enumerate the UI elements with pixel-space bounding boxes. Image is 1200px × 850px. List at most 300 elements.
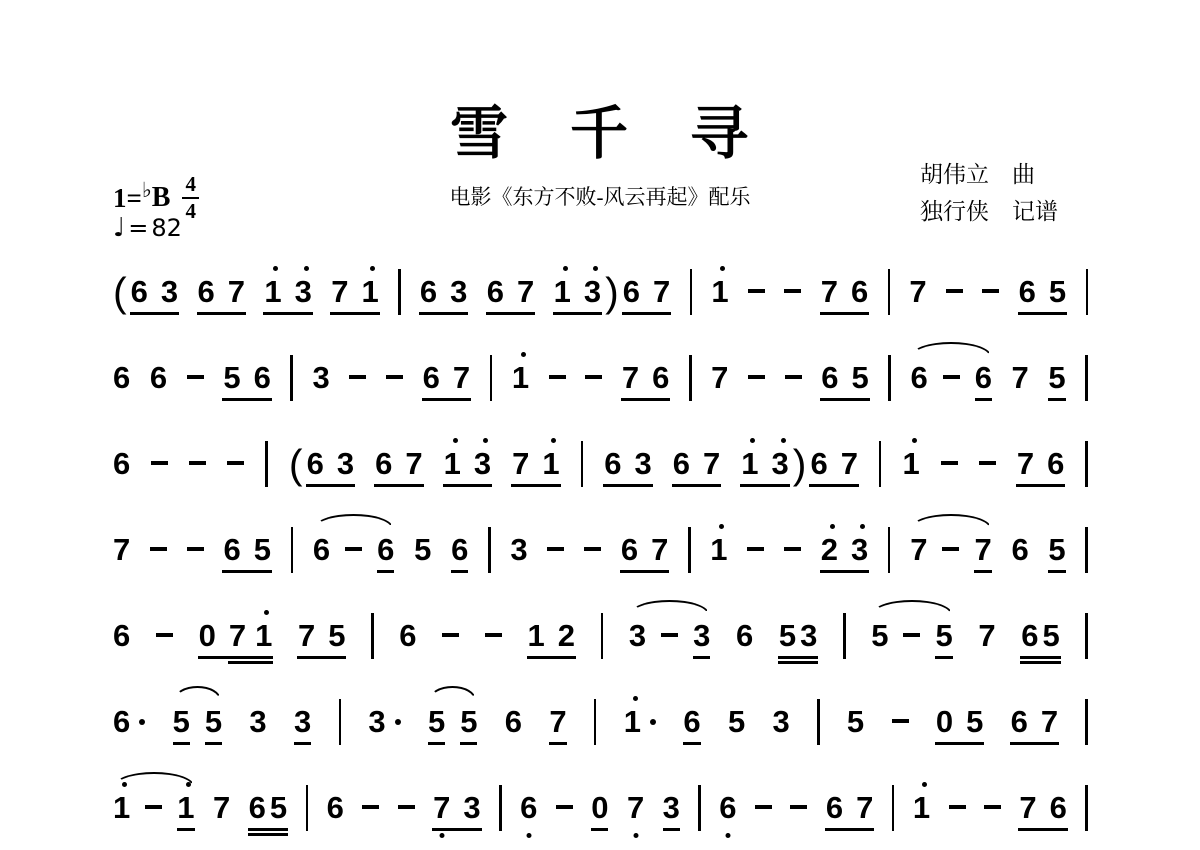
- note: [1011, 705, 1028, 739]
- duration-dash: [156, 633, 173, 637]
- beam-line: [451, 570, 468, 573]
- duration-dash: [903, 633, 920, 637]
- duration-dash: [790, 805, 807, 809]
- duration-dash: [227, 461, 244, 465]
- note: [294, 705, 311, 739]
- note-digit: 6: [113, 703, 131, 739]
- octave-dot-below: [526, 833, 531, 838]
- note-digit: 5: [846, 703, 865, 739]
- beam-line: [330, 312, 380, 315]
- augmentation-dot: [395, 719, 401, 725]
- note: [1019, 791, 1036, 825]
- beam-group: [420, 275, 468, 309]
- note: [542, 447, 559, 481]
- note-digit: 6: [486, 273, 504, 309]
- score-line: [113, 435, 1088, 492]
- note-digit: 5: [1048, 273, 1067, 309]
- note: [800, 619, 817, 653]
- note-digit: 6: [810, 445, 828, 481]
- beam-line: [622, 312, 672, 315]
- note: [450, 275, 467, 309]
- beam-group: [487, 275, 535, 309]
- beam-line: [975, 398, 992, 401]
- token-cluster: [741, 440, 858, 487]
- note-digit: 0: [198, 617, 216, 653]
- note-digit: 5: [223, 359, 241, 395]
- note-digit: 3: [312, 359, 330, 395]
- note-digit: 6: [620, 531, 639, 567]
- note-digit: 3: [473, 445, 492, 481]
- beam-group: [810, 447, 858, 481]
- note: [629, 619, 646, 653]
- note: [423, 361, 440, 395]
- note-digit: 5: [427, 703, 446, 739]
- note-digit: 6: [652, 359, 670, 395]
- note-digit: 3: [450, 273, 468, 309]
- duration-dash: [748, 289, 765, 293]
- barline: [689, 355, 692, 401]
- beam-line: [935, 656, 952, 659]
- barline: [888, 355, 891, 401]
- barline: [817, 699, 820, 745]
- note-digit: 3: [294, 273, 312, 309]
- duration-dash: [979, 461, 996, 465]
- tie-group: [313, 533, 395, 567]
- barline: [265, 441, 268, 487]
- octave-dot-above: [750, 438, 755, 443]
- song-title: 雪 千 寻: [449, 101, 750, 166]
- barline: [1085, 527, 1088, 573]
- note: [113, 361, 130, 395]
- beam-line: [549, 742, 566, 745]
- barline: [688, 527, 691, 573]
- note-digit: 3: [634, 445, 652, 481]
- tempo-marking: [113, 213, 182, 243]
- beam-group: [779, 619, 818, 653]
- duration-dash: [748, 375, 765, 379]
- note-digit: 1: [912, 789, 931, 825]
- note: [851, 275, 868, 309]
- composer-credit: 胡伟立 曲: [920, 162, 1035, 187]
- note: [1048, 533, 1065, 567]
- note-digit: 7: [856, 789, 874, 825]
- note: [913, 791, 930, 825]
- beam-line: [177, 828, 194, 831]
- note: [711, 361, 728, 395]
- duration-dash: [941, 461, 958, 465]
- note: [375, 447, 392, 481]
- beam-line: [222, 398, 272, 401]
- beam-line: [820, 398, 870, 401]
- beam-line: [306, 484, 356, 487]
- duration-dash: [785, 375, 802, 379]
- note-digit: 7: [1040, 703, 1059, 739]
- note-digit: 7: [978, 617, 996, 653]
- note: [453, 361, 470, 395]
- beam-group: [198, 275, 246, 309]
- beam-group: [131, 275, 179, 309]
- beam-line: [377, 570, 394, 573]
- note-digit: 1: [443, 445, 461, 481]
- note-digit: 7: [228, 617, 247, 653]
- note: [254, 361, 271, 395]
- note: [604, 447, 621, 481]
- note: [517, 275, 534, 309]
- duration-dash: [949, 805, 966, 809]
- beam-group: [423, 361, 471, 395]
- note-digit: 5: [460, 703, 478, 739]
- duration-dash: [942, 547, 959, 551]
- duration-dash: [345, 547, 362, 551]
- beam-line: [460, 742, 477, 745]
- note: [254, 533, 271, 567]
- tie-group: [428, 705, 478, 739]
- note: [463, 791, 480, 825]
- note-digit: 1: [264, 273, 282, 309]
- note-digit: 3: [628, 617, 647, 653]
- tie-group: [629, 619, 711, 653]
- beam-line: [263, 312, 313, 315]
- meter-numerator: 4: [182, 173, 199, 199]
- note-digit: 3: [368, 703, 386, 739]
- beam-line: [820, 570, 870, 573]
- octave-dot-below: [439, 833, 444, 838]
- note: [851, 533, 868, 567]
- note: [451, 533, 468, 567]
- octave-dot-above: [912, 438, 917, 443]
- barline: [1086, 269, 1089, 315]
- octave-dot-above: [551, 438, 556, 443]
- note-digit: 6: [520, 789, 538, 825]
- note-digit: 6: [1010, 703, 1028, 739]
- note: [487, 275, 504, 309]
- note: [549, 705, 566, 739]
- note: [113, 619, 130, 653]
- note-digit: 5: [966, 703, 984, 739]
- note: [510, 533, 527, 567]
- note: [228, 275, 245, 309]
- barline: [892, 785, 895, 831]
- note: [621, 533, 638, 567]
- note: [295, 275, 312, 309]
- barline: [888, 527, 891, 573]
- note-digit: 1: [711, 273, 729, 309]
- beam-group: [821, 533, 869, 567]
- note-digit: 2: [557, 617, 575, 653]
- score-line: [113, 263, 1088, 320]
- beam-line: [432, 828, 482, 831]
- note: [710, 533, 727, 567]
- note: [405, 447, 422, 481]
- note-digit: 6: [451, 531, 469, 567]
- note-digit: 7: [711, 359, 729, 395]
- note-digit: 6: [422, 359, 440, 395]
- note: [205, 705, 222, 739]
- note-digit: 6: [910, 359, 928, 395]
- beam-line: [663, 828, 680, 831]
- score-line: [113, 779, 1088, 836]
- note-digit: 6: [399, 617, 417, 653]
- beam-line: [809, 484, 859, 487]
- note: [173, 705, 190, 739]
- barline: [601, 613, 604, 659]
- note-digit: 6: [1011, 531, 1029, 567]
- octave-dot-above: [781, 438, 786, 443]
- note-digit: 7: [820, 273, 838, 309]
- note-digit: 6: [130, 273, 148, 309]
- beam-group: [229, 619, 273, 653]
- note: [113, 791, 130, 825]
- beam-line: [419, 312, 469, 315]
- duration-dash: [187, 547, 204, 551]
- note-digit: 6: [622, 273, 640, 309]
- duration-dash: [362, 805, 379, 809]
- barline: [1085, 441, 1088, 487]
- duration-dash: [784, 547, 801, 551]
- barline: [879, 441, 882, 487]
- beam-group: [199, 619, 273, 653]
- beam-line: [197, 312, 247, 315]
- note-digit: 6: [306, 445, 324, 481]
- barline: [291, 527, 294, 573]
- beam-group: [298, 619, 346, 653]
- key-letter: B: [151, 182, 171, 214]
- beam-group: [1021, 619, 1060, 653]
- beam-line: [1048, 398, 1065, 401]
- note: [264, 275, 281, 309]
- duration-dash: [755, 805, 772, 809]
- token-cluster: [113, 268, 179, 315]
- duration-dash: [442, 633, 459, 637]
- duration-dash: [946, 289, 963, 293]
- barline: [581, 441, 584, 487]
- note-digit: 7: [626, 789, 645, 825]
- key-prefix: 1=: [113, 182, 142, 213]
- octave-dot-above: [453, 438, 458, 443]
- note: [703, 447, 720, 481]
- credits-block: [920, 156, 1058, 230]
- note-digit: 5: [935, 617, 953, 653]
- beam-group: [1019, 791, 1067, 825]
- note-digit: 0: [591, 789, 609, 825]
- note: [307, 447, 324, 481]
- beam-group: [223, 533, 271, 567]
- note-digit: 1: [527, 617, 545, 653]
- note: [810, 447, 827, 481]
- octave-dot-above: [830, 524, 835, 529]
- duration-dash: [892, 719, 909, 723]
- note-digit: 7: [910, 531, 928, 567]
- note: [623, 275, 640, 309]
- beam-group: [623, 275, 671, 309]
- tie-group: [173, 705, 223, 739]
- note-digit: 7: [909, 273, 927, 309]
- beam-group: [331, 275, 379, 309]
- note-digit: 6: [850, 273, 869, 309]
- note-digit: 7: [405, 445, 423, 481]
- note: [652, 361, 669, 395]
- duration-dash: [784, 289, 801, 293]
- beam-line: [486, 312, 536, 315]
- note-digit: 7: [1016, 445, 1035, 481]
- octave-dot-above: [304, 266, 309, 271]
- note-digit: 7: [227, 273, 245, 309]
- barline: [1085, 613, 1088, 659]
- beam-line: [297, 656, 347, 659]
- octave-dot-below: [633, 833, 638, 838]
- note-digit: 1: [511, 359, 530, 395]
- beam-line: [672, 484, 722, 487]
- note-digit: 6: [1049, 789, 1067, 825]
- note: [1048, 361, 1065, 395]
- note: [653, 275, 670, 309]
- augmentation-dot: [650, 719, 656, 725]
- barline: [888, 269, 891, 315]
- note: [150, 361, 167, 395]
- note: [444, 447, 461, 481]
- note: [903, 447, 920, 481]
- tie-arc: [872, 600, 952, 614]
- token-cluster: [553, 268, 671, 315]
- note: [821, 275, 838, 309]
- duration-dash: [982, 289, 999, 293]
- duration-dash: [984, 805, 1001, 809]
- note: [693, 619, 710, 653]
- beam-line: [820, 312, 870, 315]
- note: [198, 275, 215, 309]
- octave-dot-above: [483, 438, 488, 443]
- barline: [1085, 699, 1088, 745]
- note-digit: 6: [248, 789, 266, 825]
- duration-dash: [943, 375, 960, 379]
- note: [1011, 533, 1028, 567]
- barline: [306, 785, 309, 831]
- note-digit: 6: [113, 359, 131, 395]
- note: [821, 361, 838, 395]
- note: [377, 533, 394, 567]
- note: [1049, 275, 1066, 309]
- duration-dash: [549, 375, 566, 379]
- note: [331, 275, 348, 309]
- beam-line: [778, 656, 819, 659]
- note: [505, 705, 522, 739]
- tempo-equals: =: [128, 214, 149, 242]
- tempo-value: 82: [151, 214, 182, 242]
- note: [460, 705, 477, 739]
- note: [673, 447, 690, 481]
- beam-line: [935, 742, 985, 745]
- note: [298, 619, 315, 653]
- note: [847, 705, 864, 739]
- duration-dash: [661, 633, 678, 637]
- tie-arc: [911, 342, 991, 356]
- beam-group: [622, 361, 670, 395]
- note-digit: 1: [361, 273, 379, 309]
- note: [131, 275, 148, 309]
- barline: [488, 527, 491, 573]
- note-digit: 6: [197, 273, 215, 309]
- note: [255, 619, 272, 653]
- beam-line: [374, 484, 424, 487]
- note: [414, 533, 431, 567]
- beam-group: [512, 447, 560, 481]
- octave-dot-above: [922, 782, 927, 787]
- note: [651, 533, 668, 567]
- note: [910, 533, 927, 567]
- beam-group: [249, 791, 288, 825]
- quarter-note-icon: ♩: [113, 213, 126, 243]
- octave-dot-above: [264, 610, 269, 615]
- beam-line: [778, 661, 819, 664]
- flat-sign: ♭: [141, 178, 152, 203]
- parenthesis: ): [792, 440, 807, 487]
- note-digit: 6: [1018, 273, 1036, 309]
- note-digit: 3: [662, 789, 680, 825]
- beam-line: [620, 570, 670, 573]
- note: [313, 361, 330, 395]
- note-digit: 3: [771, 445, 789, 481]
- barline: [290, 355, 293, 401]
- beam-line: [621, 398, 671, 401]
- note: [433, 791, 450, 825]
- note: [719, 791, 736, 825]
- transcriber-credit: 独行侠 记谱: [920, 199, 1058, 224]
- beam-group: [821, 275, 869, 309]
- note-digit: 1: [542, 445, 560, 481]
- beam-line: [603, 484, 653, 487]
- note-digit: 5: [727, 703, 746, 739]
- note: [328, 619, 345, 653]
- note-digit: 7: [703, 445, 721, 481]
- beam-group: [528, 619, 576, 653]
- note: [936, 705, 953, 739]
- barline: [594, 699, 597, 745]
- note: [821, 533, 838, 567]
- barline: [690, 269, 693, 315]
- tie-group: [871, 619, 953, 653]
- note: [622, 361, 639, 395]
- beam-line: [1020, 661, 1061, 664]
- note: [856, 791, 873, 825]
- duration-dash: [584, 547, 601, 551]
- duration-dash: [485, 633, 502, 637]
- score-line: [113, 693, 1088, 750]
- note: [773, 705, 790, 739]
- meter-denominator: 4: [185, 199, 196, 224]
- note-digit: 7: [512, 445, 530, 481]
- note: [591, 791, 608, 825]
- note: [1019, 275, 1036, 309]
- note: [627, 791, 644, 825]
- beam-group: [433, 791, 481, 825]
- parenthesis: (: [113, 268, 127, 315]
- note-digit: 3: [583, 273, 602, 309]
- note-digit: 6: [672, 445, 690, 481]
- note-digit: 5: [204, 703, 223, 739]
- beam-line: [1018, 312, 1068, 315]
- beam-line: [228, 661, 274, 664]
- note: [935, 619, 952, 653]
- beam-line: [591, 828, 608, 831]
- note-digit: 1: [623, 703, 642, 739]
- note-digit: 7: [433, 789, 451, 825]
- octave-dot-above: [273, 266, 278, 271]
- beam-line: [683, 742, 700, 745]
- beam-group: [554, 275, 602, 309]
- note: [113, 705, 145, 739]
- note: [229, 619, 246, 653]
- note-digit: 7: [974, 531, 992, 567]
